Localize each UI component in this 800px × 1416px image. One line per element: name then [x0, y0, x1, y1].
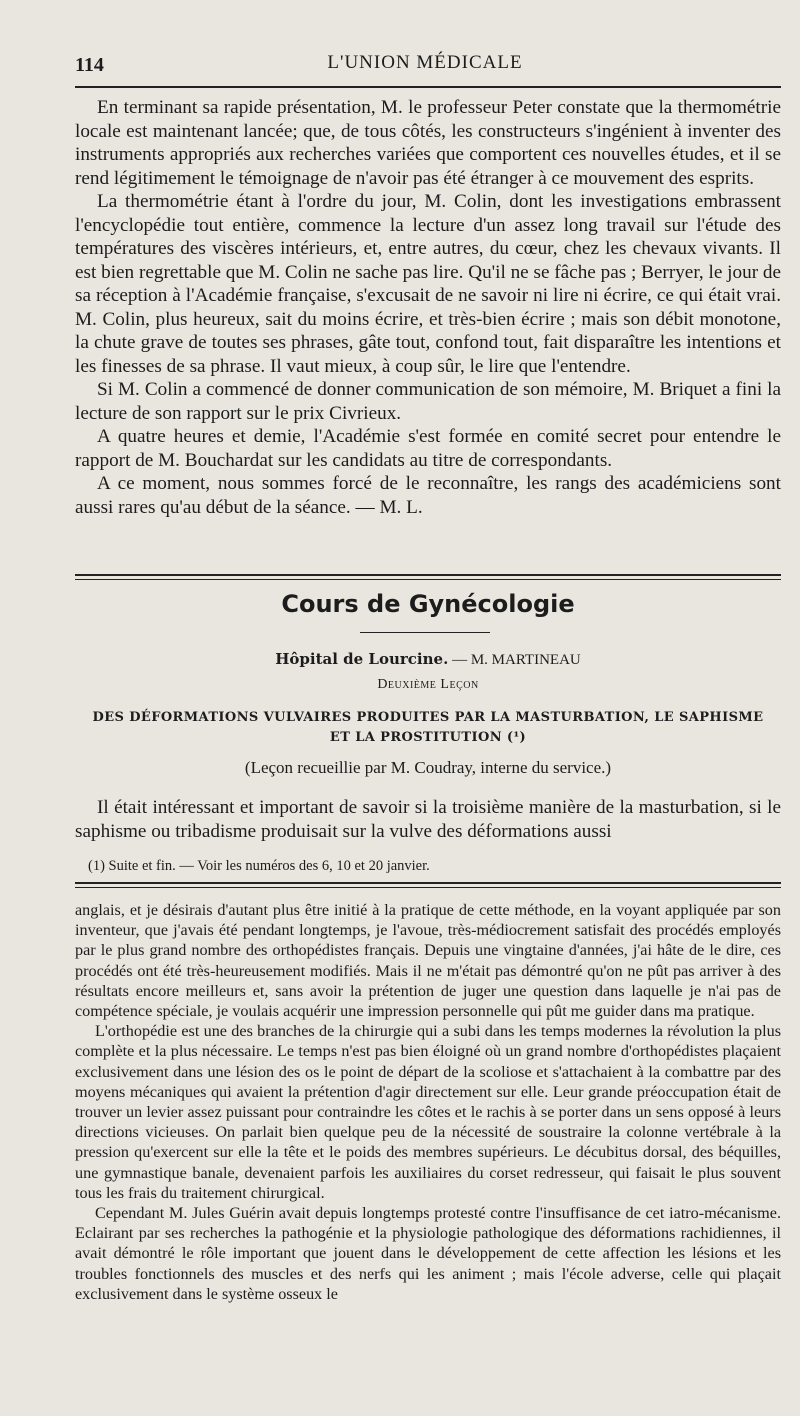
paragraph: Si M. Colin a commencé de donner communication de son mémoire, M. Briquet a fini la lecture de son rapport sur le prix Civrieux. — [75, 379, 781, 424]
hospital-name: Hôpital de Lourcine. — [275, 650, 449, 668]
lecture-subject — [75, 708, 781, 748]
title-rule — [360, 632, 490, 633]
paragraph: En terminant sa rapide présentation, M. le professeur Peter constate que la thermométrie locale est maintenant lancée; que, de tous côtés, les constructeurs s'ingénient à inventer des instruments appropriés aux recherches variées que comportent ces nouvelles études, et il se rend légitimement le témoignage de n'avoir pas été étranger à ce mouvement des esprits. — [75, 97, 781, 189]
header-rule — [75, 86, 781, 88]
page-number: 114 — [75, 54, 104, 76]
paragraph: Cependant M. Jules Guérin avait depuis longtemps protesté contre l'insuffisance de cet iatro-mécanisme. Eclairant par ses recherches la pathogénie et la physiologie pathologique des déformations rachidiennes, il avait démontré le rôle important que jouent dans le développement de cette affection les lésions et les troubles fonctionnels des muscles et des nerfs qui les animent ; mais l'école adverse, celle qui plaçait exclusivement dans le système osseux le — [75, 1204, 781, 1303]
professor-name: — M. MARTINEAU — [452, 652, 581, 668]
lecture-number: Deuxième Leçon — [377, 677, 479, 692]
course-title: Cours de Gynécologie — [281, 590, 575, 618]
lecture-intro — [75, 796, 781, 844]
section-divider — [75, 574, 781, 576]
academy-report — [75, 96, 781, 519]
feuilleton-text — [75, 900, 781, 1304]
paragraph: La thermométrie étant à l'ordre du jour, M. Colin, dont les investigations embrassent l'encyclopédie tout entière, commence la lecture d'un assez long travail sur l'étude des températures des viscères intérieurs, et, entre autres, du cœur, chez les chevaux vivants. Il est bien regrettable que M. Colin ne sache pas lire. Qu'il ne se fâche pas ; Berryer, le jour de sa réception à l'Académie française, s'excusait de ne savoir ni lire ni écrire, ce qui était vrai. M. Colin, plus heureux, sait du moins écrire, et très-bien écrire ; mais son débit monotone, la chute grave de toutes ses phrases, gâte tout, confond tout, fait disparaître les intentions et les finesses de sa phrase. Il vaut mieux, à coup sûr, le lire que l'entendre. — [75, 191, 781, 377]
paragraph: A ce moment, nous sommes forcé de le reconnaître, les rangs des académiciens sont aussi rares qu'au début de la séance. — M. L. — [75, 473, 781, 518]
paragraph: anglais, et je désirais d'autant plus être initié à la pratique de cette méthode, en la voyant appliquée par son inventeur, que j'avais été pendant longtemps, je l'avoue, très-médiocrement satisfait des procédés employés par le plus grand nombre des orthopédistes français. Depuis une vingtaine d'années, j'ai hâte de le dire, ces procédés ont été très-heureusement modifiés. Mais il ne m'était pas démontré qu'on ne pût pas arriver à des résultats encore meilleurs et, sans avoir la prétention de juger une question dans laquelle je n'ai pas de compétence spéciale, je voulais acquérir une impression personnelle qui pût me guider dans ma pratique. — [75, 901, 781, 1021]
subject-line: ET LA PROSTITUTION (¹) — [329, 730, 527, 745]
paragraph: A quatre heures et demie, l'Académie s'est formée en comité secret pour entendre le rapport de M. Bouchardat sur les candidats au titre de correspondants. — [75, 426, 781, 471]
page-header — [75, 46, 775, 82]
paragraph: Il était intéressant et important de savoir si la troisième manière de la masturbation, si le saphisme ou tribadisme produisait sur la vulve des déformations aussi — [75, 797, 781, 842]
feuilleton-divider-thin — [75, 887, 781, 888]
lecture-credit: (Leçon recueillie par M. Coudray, interne du service.) — [244, 758, 612, 777]
hospital-line — [75, 650, 781, 669]
journal-title: L'UNION MÉDICALE — [327, 52, 523, 73]
section-divider-thin — [75, 579, 781, 580]
footnote: (1) Suite et fin. — Voir les numéros des 6, 10 et 20 janvier. — [88, 858, 430, 874]
feuilleton-divider — [75, 882, 781, 884]
paragraph: L'orthopédie est une des branches de la chirurgie qui a subi dans les temps modernes la révolution la plus complète et la plus nécessaire. Le temps n'est pas bien éloigné où un grand nombre d'orthopédistes plaçaient exclusivement dans une lésion des os le point de départ de la scoliose et s'attachaient à la combattre par des moyens mécaniques qui avaient la prétention d'agir directement sur elle. Leur grande préoccupation était de trouver un levier assez puissant pour contraindre les côtes et le rachis à se porter dans un sens opposé à leurs directions vicieuses. On parlait bien quelque peu de la nécessité de soustraire la colonne vertébrale à la pression qu'exercent sur elle la tête et le poids des membres supérieurs. Le décubitus dorsal, des béquilles, une gymnastique banale, devenaient parfois les auxiliaires du corset redresseur, qui faisait le plus souvent tous les frais du traitement chirurgical. — [75, 1022, 781, 1202]
subject-line: DES DÉFORMATIONS VULVAIRES PRODUITES PAR LA MASTURBATION, LE SAPHISME — [92, 710, 764, 725]
